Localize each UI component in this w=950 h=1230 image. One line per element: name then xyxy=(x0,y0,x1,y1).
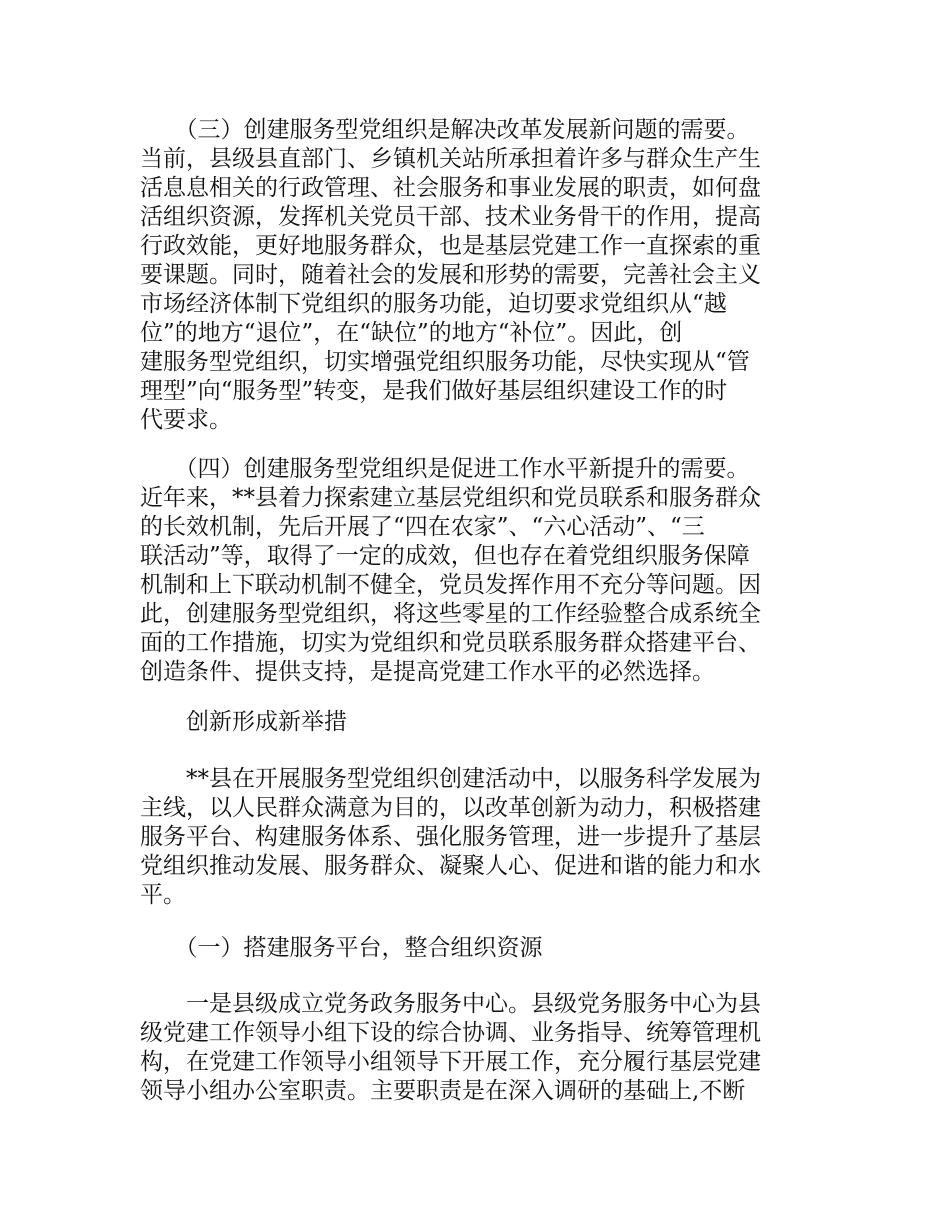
text-line: 行政效能，更好地服务群众，也是基层党建工作一直探索的重 xyxy=(140,233,761,259)
text-line: （四）创建服务型党组织是促进工作水平新提升的需要。 xyxy=(140,456,750,482)
text-line: 机制和上下联动机制不健全，党员发挥作用不充分等问题。因 xyxy=(140,572,761,598)
text-line: 服务平台、构建服务体系、强化服务管理，进一步提升了基层 xyxy=(140,824,761,850)
text-line: 一是县级成立党务政务服务中心。县级党务服务中心为县 xyxy=(140,991,761,1017)
text-line: 活息息相关的行政管理、社会服务和事业发展的职责，如何盘 xyxy=(140,175,761,201)
text-line: 平。 xyxy=(140,882,186,908)
paragraph-4 xyxy=(140,455,761,687)
text-line: 市场经济体制下党组织的服务功能，迫切要求党组织从“越 xyxy=(140,291,727,317)
text-line: 创造条件、提供支持，是提高党建工作水平的必然选择。 xyxy=(140,659,715,685)
section-heading-innovation xyxy=(140,708,347,737)
text-line: 代要求。 xyxy=(140,407,232,433)
text-line: 位”的地方“退位”，在“缺位”的地方“补位”。因此，创 xyxy=(140,320,683,346)
text-line: 当前，县级县直部门、乡镇机关站所承担着许多与群众生产生 xyxy=(140,146,761,172)
text-line: 要课题。同时，随着社会的发展和形势的需要，完善社会主义 xyxy=(140,262,761,288)
text-line: 活组织资源，发挥机关党员干部、技术业务骨干的作用，提高 xyxy=(140,204,761,230)
text-line: 建服务型党组织，切实增强党组织服务功能，尽快实现从“管 xyxy=(140,349,750,375)
text-line: 理型”向“服务型”转变，是我们做好基层组织建设工作的时 xyxy=(140,378,728,404)
text-line: 近年来，**县着力探索建立基层党组织和党员联系和服务群众 xyxy=(140,485,761,511)
text-line: 面的工作措施，切实为党组织和党员联系服务群众搭建平台、 xyxy=(140,630,761,656)
text-line: 领导小组办公室职责。主要职责是在深入调研的基础上,不断 xyxy=(140,1078,746,1104)
subsection-heading-1 xyxy=(140,934,543,963)
heading-line: （一）搭建服务平台，整合组织资源 xyxy=(140,935,543,961)
text-line: 此，创建服务型党组织，将这些零星的工作经验整合成系统全 xyxy=(140,601,761,627)
heading-line: 创新形成新举措 xyxy=(140,709,347,735)
text-line: 党组织推动发展、服务群众、凝聚人心、促进和谐的能力和水 xyxy=(140,853,761,879)
paragraph-3 xyxy=(140,116,761,435)
paragraph-intro xyxy=(140,765,761,910)
text-line: 主线，以人民群众满意为目的，以改革创新为动力，积极搭建 xyxy=(140,795,761,821)
paragraph-service-center xyxy=(140,990,761,1106)
text-line: （三）创建服务型党组织是解决改革发展新问题的需要。 xyxy=(140,117,750,143)
text-line: **县在开展服务型党组织创建活动中，以服务科学发展为 xyxy=(140,766,761,792)
text-line: 构，在党建工作领导小组领导下开展工作，充分履行基层党建 xyxy=(140,1049,761,1075)
text-line: 联活动”等，取得了一定的成效，但也存在着党组织服务保障 xyxy=(140,543,750,569)
text-line: 级党建工作领导小组下设的综合协调、业务指导、统筹管理机 xyxy=(140,1020,761,1046)
text-line: 的长效机制，先后开展了“四在农家”、“六心活动”、“三 xyxy=(140,514,705,540)
